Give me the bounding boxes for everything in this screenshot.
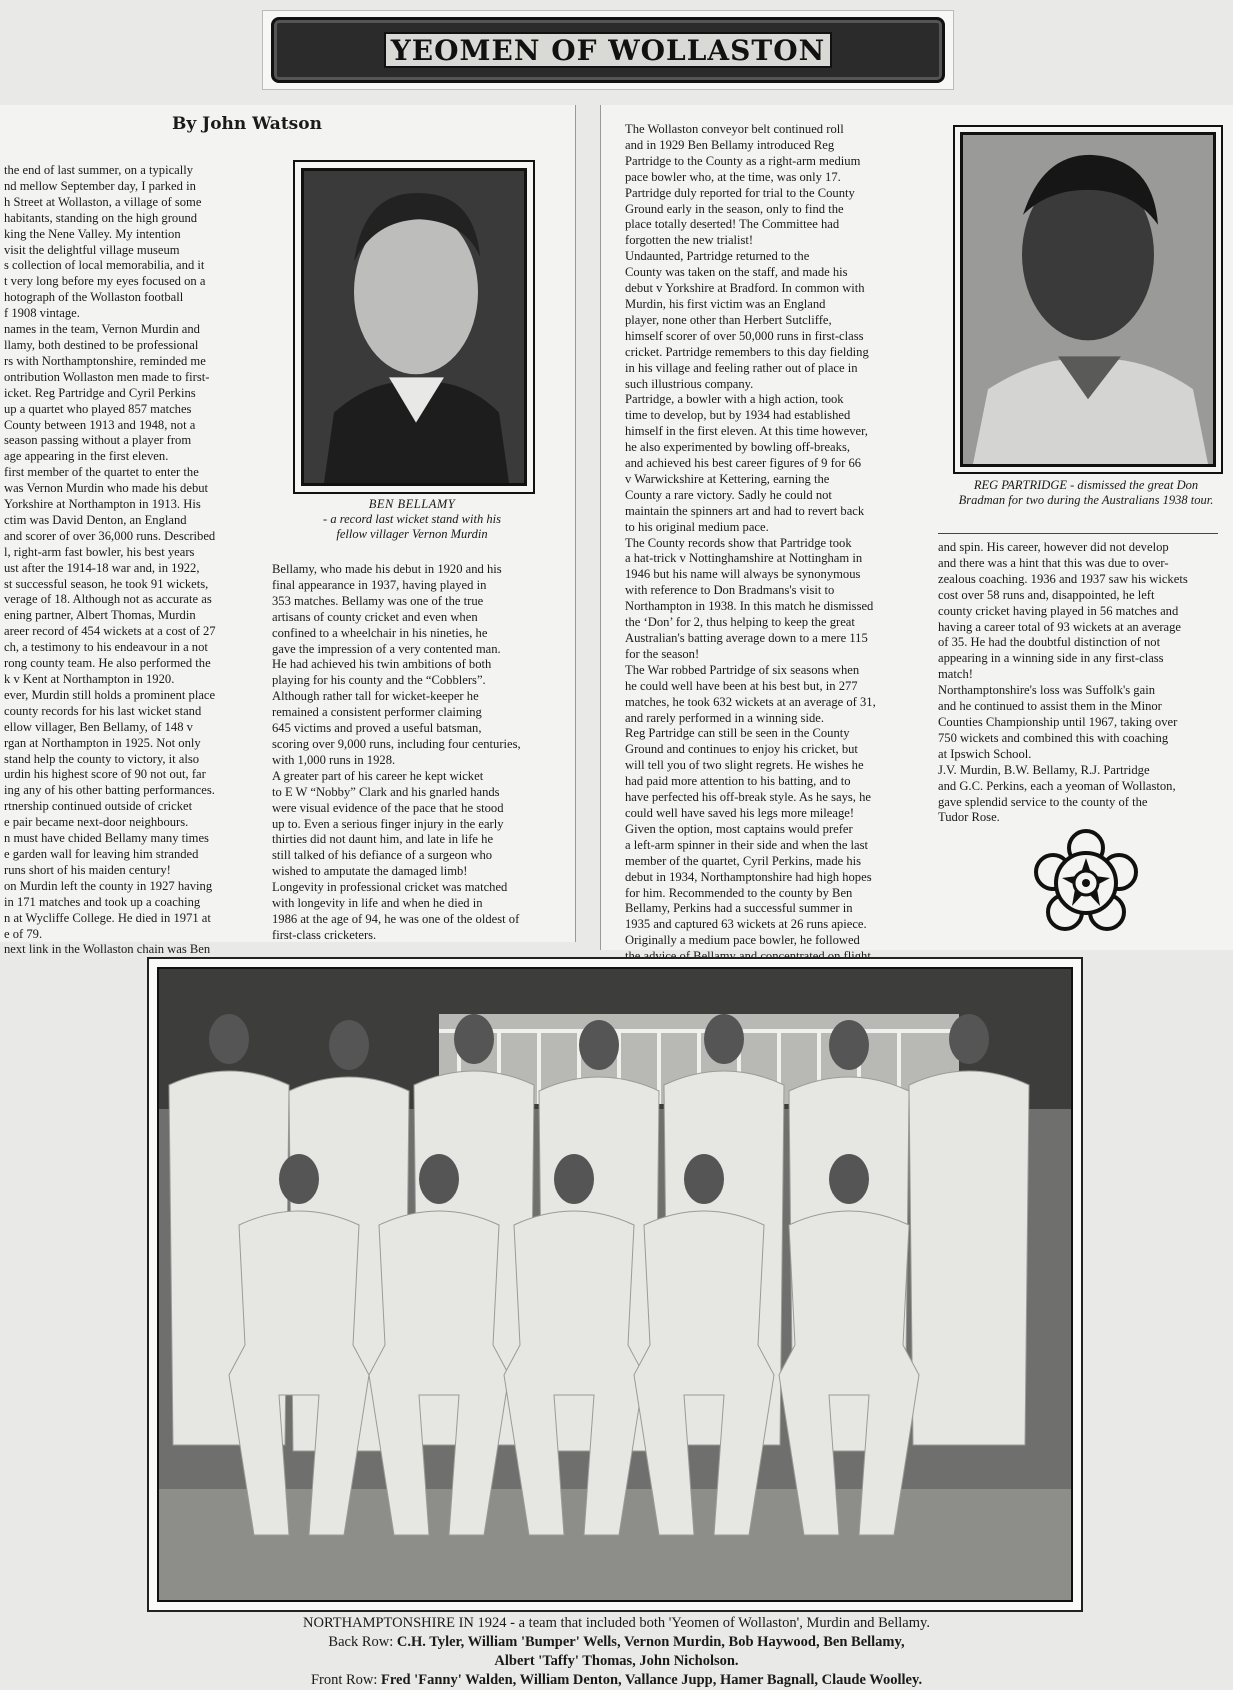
article-line: with 1,000 runs in 1928.: [272, 752, 396, 767]
article-line: Bellamy, Perkins had a successful summer in: [625, 901, 853, 916]
article-line: matches, he took 632 wickets at an average of 31,: [625, 694, 876, 709]
article-line: Ground and continues to enjoy his cricket, but: [625, 742, 858, 757]
article-line: and rarely performed in a winning side.: [625, 710, 824, 725]
article-line: names in the team, Vernon Murdin and: [4, 322, 200, 337]
article-line: the end of last summer, on a typically: [4, 163, 194, 177]
article-line: king the Nene Valley. My intention: [4, 226, 181, 241]
article-line: and G.C. Perkins, each a yeoman of Wollaston,: [938, 778, 1176, 793]
article-line: County a rare victory. Sadly he could not: [625, 487, 832, 502]
bellamy-photo: [301, 168, 527, 486]
article-line: 1935 and captured 63 wickets at 26 runs apiece.: [625, 917, 867, 932]
article-line: had paid more attention to his batting, and to: [625, 774, 851, 789]
article-line: he also experimented by bowling off-breaks,: [625, 440, 850, 455]
article-line: county cricket having played in 56 matches and: [938, 603, 1179, 618]
article-line: 645 victims and proved a useful batsman,: [272, 721, 482, 736]
front-row-names: Fred 'Fanny' Walden, William Denton, Vallance Jupp, Hamer Bagnall, Claude Woolley.: [381, 1672, 923, 1688]
article-line: will tell you of two slight regrets. He wishes he: [625, 758, 864, 773]
article-line: he could well have been at his best but, in 277: [625, 678, 858, 693]
back-row-names: C.H. Tyler, William 'Bumper' Wells, Vernon Murdin, Bob Haywood, Ben Bellamy,: [396, 1634, 905, 1650]
article-line: a left-arm spinner in their side and when the last: [625, 837, 869, 852]
article-line: thirties did not daunt him, and late in life he: [272, 832, 494, 847]
article-line: A greater part of his career he kept wicket: [272, 768, 484, 783]
article-line: member of the quartet, Cyril Perkins, made his: [625, 853, 862, 868]
article-line: Northamptonshire's loss was Suffolk's gain: [938, 683, 1155, 698]
article-line: having a career total of 93 wickets at an average: [938, 619, 1182, 634]
article-line: Murdin, his first victim was an England: [625, 296, 826, 311]
article-line: f 1908 vintage.: [4, 306, 80, 321]
article-line: a hat-trick v Nottinghamshire at Nottingham in: [625, 551, 863, 566]
partridge-caption: [953, 478, 1219, 508]
caption-rule: [938, 533, 1218, 534]
article-line: season passing without a player from: [4, 433, 192, 448]
article-line: icket. Reg Partridge and Cyril Perkins: [4, 385, 196, 400]
article-line: and scorer of over 36,000 runs. Described: [4, 528, 216, 543]
article-line: debut in 1934, Northamptonshire had high hopes: [625, 869, 872, 884]
team-photo: [157, 967, 1073, 1602]
article-line: v Warwickshire at Kettering, earning the: [625, 471, 830, 486]
article-line: areer record of 454 wickets at a cost of 27: [4, 624, 216, 639]
article-line: ellow villager, Ben Bellamy, of 148 v: [4, 719, 193, 734]
article-line: could well have saved his legs more mileage!: [625, 805, 855, 820]
back-row-label: Back Row:: [328, 1634, 394, 1650]
article-column-4: [938, 540, 1228, 826]
article-line: appearing in a winning side in any first-class: [938, 651, 1164, 666]
article-line: rgan at Northampton in 1925. Not only: [4, 735, 201, 750]
article-line: in 171 matches and took up a coaching: [4, 894, 201, 909]
article-line: to E W “Nobby” Clark and his gnarled hands: [272, 784, 500, 799]
article-line: and he continued to assist them in the Minor: [938, 699, 1162, 714]
article-line: rong county team. He also performed the: [4, 656, 211, 671]
article-line: The Wollaston conveyor belt continued roll: [625, 122, 844, 136]
article-line: ust after the 1914-18 war and, in 1922,: [4, 560, 200, 575]
article-line: County was taken on the staff, and made his: [625, 265, 848, 280]
bellamy-caption: [293, 497, 531, 542]
article-line: confined to a wheelchair in his nineties, he: [272, 625, 488, 640]
article-line: Undaunted, Partridge returned to the: [625, 249, 810, 264]
back-row-names-cont: Albert 'Taffy' Thomas, John Nicholson.: [494, 1653, 739, 1669]
article-line: t very long before my eyes focused on a: [4, 274, 206, 289]
article-line: Partridge, a bowler with a high action, took: [625, 392, 844, 407]
team-photo-frame: [147, 957, 1083, 1612]
article-line: himself scorer of over 50,000 runs in first-class: [625, 328, 864, 343]
article-line: Partridge duly reported for trial to the County: [625, 185, 855, 200]
article-line: ch, a testimony to his endeavour in a not: [4, 640, 208, 655]
article-line: Yorkshire at Northampton in 1913. His: [4, 497, 201, 512]
article-line: was Vernon Murdin who made his debut: [4, 481, 209, 496]
article-line: artisans of county cricket and even when: [272, 609, 478, 624]
article-line: maintain the spinners art and had to revert back: [625, 503, 865, 518]
article-line: n must have chided Bellamy many times: [4, 831, 209, 846]
article-line: still talked of his defiance of a surgeon who: [272, 848, 493, 863]
article-line: 353 matches. Bellamy was one of the true: [272, 593, 484, 608]
article-column-1: [4, 163, 246, 958]
article-line: The War robbed Partridge of six seasons when: [625, 662, 860, 677]
article-line: Counties Championship until 1967, taking over: [938, 714, 1178, 729]
front-row-label: Front Row:: [310, 1672, 378, 1688]
byline: By John Watson: [172, 114, 322, 134]
article-line: and spin. His career, however did not develop: [938, 540, 1169, 554]
article-line: of 35. He had the doubtful distinction of not: [938, 635, 1161, 650]
article-line: e pair became next-door neighbours.: [4, 815, 189, 830]
article-line: cost over 58 runs and, disappointed, he left: [938, 587, 1155, 602]
article-line: Although rather tall for wicket-keeper he: [272, 689, 479, 704]
team-caption-back-row: [100, 1633, 1133, 1652]
article-line: player, none other than Herbert Sutcliffe,: [625, 312, 832, 327]
article-line: verage of 18. Although not as accurate as: [4, 592, 212, 607]
team-caption-back-row-cont: [100, 1652, 1133, 1671]
partridge-photo-frame: [953, 125, 1223, 474]
headline-banner: [262, 10, 954, 90]
article-column-2: [272, 562, 564, 944]
article-line: gave the impression of a very contented man.: [272, 641, 501, 656]
article-line: county records for his last wicket stand: [4, 703, 202, 718]
article-line: 1946 but his name will always be synonymous: [625, 567, 861, 582]
article-line: The County records show that Partridge took: [625, 535, 852, 550]
article-line: pace bowler who, at the time, was only 17.: [625, 169, 841, 184]
partridge-photo: [960, 132, 1216, 467]
article-line: st successful season, he took 91 wickets,: [4, 576, 209, 591]
article-line: n at Wycliffe College. He died in 1971 at: [4, 910, 211, 925]
article-line: remained a consistent performer claiming: [272, 705, 482, 720]
article-line: in his village and feeling rather out of place in: [625, 360, 858, 375]
article-line: forgotten the new trialist!: [625, 233, 754, 248]
article-line: to his original medium pace.: [625, 519, 769, 534]
article-line: age appearing in the first eleven.: [4, 449, 169, 464]
article-line: Ground early in the season, only to find the: [625, 201, 844, 216]
article-line: 1986 at the age of 94, he was one of the oldest of: [272, 911, 520, 926]
article-line: time to develop, but by 1934 had established: [625, 408, 851, 423]
article-line: up a quartet who played 857 matches: [4, 401, 192, 416]
article-line: at Ipswich School.: [938, 746, 1032, 761]
article-line: match!: [938, 667, 973, 682]
article-line: Longevity in professional cricket was matched: [272, 880, 508, 895]
partridge-caption-name: REG PARTRIDGE: [973, 478, 1068, 492]
article-line: stand help the county to victory, it also: [4, 751, 200, 766]
article-line: Reg Partridge can still be seen in the County: [625, 726, 850, 741]
article-line: l, right-arm fast bowler, his best years: [4, 544, 195, 559]
article-line: rtnership continued outside of cricket: [4, 799, 193, 814]
article-line: e garden wall for leaving him stranded: [4, 846, 199, 861]
article-column-3: [625, 122, 916, 965]
article-line: s collection of local memorabilia, and it: [4, 258, 205, 273]
article-line: h Street at Wollaston, a village of some: [4, 194, 202, 209]
article-line: with longevity in life and when he died in: [272, 896, 483, 911]
article-line: 750 wickets and combined this with coaching: [938, 730, 1169, 745]
bellamy-photo-frame: [293, 160, 535, 494]
article-line: first member of the quartet to enter the: [4, 465, 199, 480]
article-line: nd mellow September day, I parked in: [4, 178, 196, 193]
article-line: Tudor Rose.: [938, 810, 1000, 825]
article-line: were visual evidence of the pace that he stood: [272, 800, 504, 815]
article-line: wished to amputate the damaged limb!: [272, 864, 468, 879]
article-line: such illustrious company.: [625, 376, 754, 391]
article-line: County between 1913 and 1948, not a: [4, 417, 196, 432]
team-caption-title: NORTHAMPTONSHIRE IN 1924 - a team that included both 'Yeomen of Wollaston', Murdin and Bellamy.: [303, 1615, 930, 1631]
article-line: cricket. Partridge remembers to this day fielding: [625, 344, 869, 359]
article-line: final appearance in 1937, having played in: [272, 577, 487, 592]
bellamy-caption-text: - a record last wicket stand with his fellow villager Vernon Murdin: [323, 512, 501, 541]
article-line: ctim was David Denton, an England: [4, 512, 187, 527]
article-line: Northampton in 1938. In this match he dismissed: [625, 599, 874, 614]
headline: YEOMEN OF WOLLASTON: [390, 33, 826, 67]
article-line: gave splendid service to the county of the: [938, 794, 1148, 809]
article-line: next link in the Wollaston chain was Ben: [4, 942, 211, 957]
article-line: Given the option, most captains would prefer: [625, 821, 853, 836]
article-line: visit the delightful village museum: [4, 242, 180, 257]
article-line: llamy, both destined to be professional: [4, 337, 199, 352]
team-caption-front-row: [100, 1671, 1133, 1690]
article-line: urdin his highest score of 90 not out, far: [4, 767, 206, 782]
article-line: zealous coaching. 1936 and 1937 saw his wickets: [938, 571, 1188, 586]
article-line: the ‘Don’ for 2, thus helping to keep the great: [625, 615, 855, 630]
bellamy-caption-name: BEN BELLAMY: [368, 497, 456, 511]
article-line: hotograph of the Wollaston football: [4, 290, 184, 305]
player-figure: [909, 1014, 1029, 1445]
article-line: himself in the first eleven. At this time however,: [625, 424, 868, 439]
article-line: have perfected his off-break style. As he says, he: [625, 790, 871, 805]
article-line: habitants, standing on the high ground: [4, 210, 198, 225]
article-line: for the season!: [625, 646, 700, 661]
article-line: runs short of his maiden century!: [4, 862, 171, 877]
article-line: J.V. Murdin, B.W. Bellamy, R.J. Partridge: [938, 762, 1150, 777]
article-line: and achieved his best career figures of 9 for 66: [625, 456, 862, 471]
tudor-rose-icon: [1031, 828, 1141, 938]
team-caption: [100, 1614, 1133, 1690]
partridge-caption-text: - dismissed the great Don Bradman for two during the Australians 1938 tour.: [958, 478, 1214, 507]
article-line: Originally a medium pace bowler, he followed: [625, 933, 860, 948]
article-line: He had achieved his twin ambitions of both: [272, 657, 492, 672]
article-line: on Murdin left the county in 1927 having: [4, 878, 213, 893]
article-line: playing for his county and the “Cobblers”.: [272, 673, 486, 688]
article-line: ontribution Wollaston men made to first-: [4, 369, 210, 384]
article-line: for him. Recommended to the county by Ben: [625, 885, 853, 900]
article-line: up to. Even a serious finger injury in the early: [272, 816, 504, 831]
article-line: rs with Northamptonshire, reminded me: [4, 353, 206, 368]
article-line: scoring over 9,000 runs, including four centuries,: [272, 736, 521, 751]
article-line: Bellamy, who made his debut in 1920 and his: [272, 562, 502, 576]
article-line: and there was a hint that this was due to over-: [938, 555, 1169, 570]
article-line: Australian's batting average down to a mere 115: [625, 631, 868, 645]
article-line: ing any of his other batting performances.: [4, 783, 215, 798]
article-line: place totally deserted! The Committee had: [625, 217, 840, 232]
article-line: Partridge to the County as a right-arm medium: [625, 153, 861, 168]
article-line: ening partner, Albert Thomas, Murdin: [4, 608, 196, 623]
article-line: e of 79.: [4, 926, 43, 941]
article-line: debut v Yorkshire at Bradford. In common with: [625, 281, 865, 296]
article-line: and in 1929 Ben Bellamy introduced Reg: [625, 137, 835, 152]
article-line: first-class cricketers.: [272, 927, 377, 942]
article-line: ever, Murdin still holds a prominent place: [4, 687, 216, 702]
article-line: with reference to Don Bradmans's visit to: [625, 583, 835, 598]
article-line: k v Kent at Northampton in 1920.: [4, 672, 175, 686]
